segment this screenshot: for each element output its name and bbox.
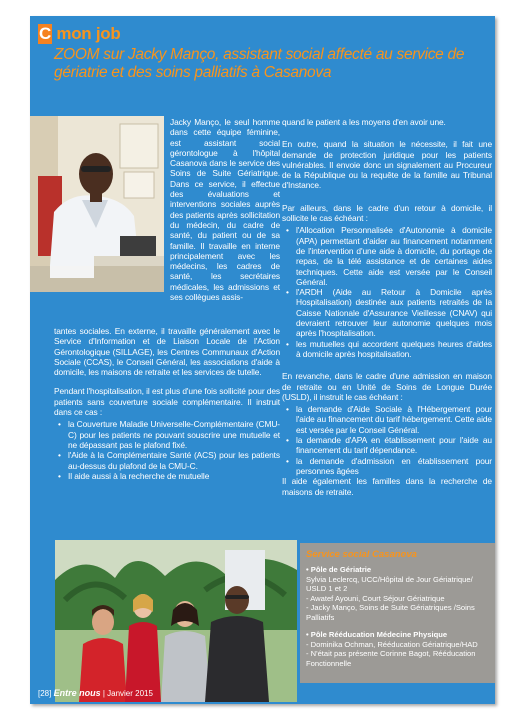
- bullet-mutuelles-aide: • les mutuelles qui accordent quelques heures d'aides à domicile après hospitalisation.: [282, 339, 492, 360]
- column-1-intro: [170, 117, 280, 302]
- pole-geriatrie: [306, 565, 491, 623]
- families-paragraph: Il aide également les familles dans la recherche de maisons de retraite.: [282, 476, 492, 497]
- pole-geriatrie-line: - Awatef Ayouni, Court Séjour Gériatrique: [306, 593, 445, 603]
- home-return-paragraph: Par ailleurs, dans le cadre d'un retour à domicile, il sollicite le cas échéant :: [282, 202, 492, 224]
- column-1-body: [54, 326, 280, 481]
- page-footer: [38, 688, 153, 698]
- column-2-body: [282, 117, 492, 506]
- intro-paragraph-continued: tantes sociales. En externe, il travaille généralement avec le Service d'Information et de Liaison Locale de l'Action Gérontologique (SILLAGE), les Centres Communaux d'Action Sociale (CCAS), le Conseil Général, les associations d'aide à domicile, les maisons de retraite et les services de tutelle.: [54, 326, 280, 378]
- team-photo: [55, 540, 297, 702]
- bullet-admission-etablissement: • la demande d'admission en établissement pour personnes âgées: [282, 456, 492, 477]
- bullet-mutuelle: • Il aide aussi à la recherche de mutuelle: [54, 471, 280, 481]
- bullet-apa-domicile: • l'Allocation Personnalisée d'Autonomie à domicile (APA) permettant d'aider au financement notamment de l'intervention d'une aide à domicile, du portage de repas, de la télé assistance et de certaines aides techniques. Cette aide est versée par le Conseil Général.: [282, 225, 492, 287]
- service-contacts-box: [300, 543, 495, 683]
- portrait-photo: [30, 116, 164, 292]
- page-number: [28]: [38, 689, 52, 698]
- mutuelle-continued: quand le patient a les moyens d'en avoir une.: [282, 117, 446, 127]
- home-support-bullet-list: [282, 225, 492, 359]
- rubric-initial: C: [39, 24, 51, 43]
- intro-paragraph-wrap: Jacky Manço, le seul homme dans cette équipe féminine, est assistant social gérontologue à l'hôpital Casanova dans le service des Soins de Suite Gériatrique. Dans ce service, il effectue des évaluations et interventions sociales auprès des patients après sollicitation du médecin, du cadre de santé, du patient ou de sa famille. Il travaille en interne principalement avec les médecins, les cadres de santé, les secrétaires médicales, les admissions et ses collègues assis-: [170, 117, 280, 303]
- rubric-title: [38, 24, 120, 44]
- pole-geriatrie-line: Sylvia Leclercq, UCC/Hôpital de Jour Gériatrique/ USLD 1 et 2: [306, 574, 473, 594]
- pole-reeducation: [306, 630, 491, 668]
- retirement-bullet-list: [282, 404, 492, 476]
- bullet-ardh: • l'ARDH (Aide au Retour à Domicile après Hospitalisation) destinée aux patients retraités de la Caisse Nationale d'Assurance Vieillesse (CNAV) qui devraient retrouver leur autonomie quelques mois après l'hospitalisation.: [282, 287, 492, 338]
- protection-paragraph: En outre, quand la situation le nécessite, il fait une demande de protection juridique pour les patients vulnérables. Il envoie donc un signalement au Procureur de la République ou la requête de la famille au Tribunal d'Instance.: [282, 139, 492, 191]
- magazine-page: [30, 16, 495, 704]
- coverage-bullet-list: [54, 419, 280, 481]
- bullet-cmu-c: • la Couverture Maladie Universelle-Complémentaire (CMU-C) pour les patients ne pouvant souscrire une mutuelle et ne dépassant pas le plafond fixé.: [54, 419, 280, 450]
- pole-reeducation-title: • Pôle Rééducation Médecine Physique: [306, 630, 448, 639]
- article-headline: ZOOM sur Jacky Manço, assistant social affecté au service de gériatrie et des soins palliatifs à Casanova: [54, 46, 465, 81]
- pole-geriatrie-line: - Jacky Manço, Soins de Suite Gériatriques /Soins Palliatifs: [306, 603, 475, 622]
- bullet-aide-hebergement: • la demande d'Aide Sociale à l'Hébergement pour l'aide au financement du tarif hébergement. Cette aide est versée par le Conseil Général.: [282, 404, 492, 435]
- portrait-illustration: [30, 116, 164, 292]
- pole-geriatrie-title: • Pôle de Gériatrie: [306, 565, 372, 574]
- article-header: [30, 16, 495, 114]
- box-title: Service social Casanova: [306, 549, 417, 560]
- bullet-apa-etablissement: • la demande d'APA en établissement pour l'aide au financement du tarif dépendance.: [282, 435, 492, 456]
- rubric-label: mon job: [51, 24, 121, 43]
- hospitalisation-paragraph: Pendant l'hospitalisation, il est plus d'une fois sollicité pour des patients sans couverture sociale complémentaire. Il instruit dans ce cas :: [54, 386, 280, 418]
- bullet-acs: • l'Aide à la Complémentaire Santé (ACS) pour les patients au-dessus du plafond de la CMU-C.: [54, 450, 280, 471]
- magazine-name: Entre nous: [53, 688, 101, 698]
- retirement-admission-paragraph: En revanche, dans le cadre d'une admission en maison de retraite ou en Unité de Soins de Longue Durée (USLD), il instruit le cas échéant :: [282, 371, 492, 402]
- pole-reeducation-line: - Dominika Ochman, Rééducation Gériatrique/HAD: [306, 639, 478, 649]
- team-illustration: [55, 540, 297, 702]
- issue-date: | Janvier 2015: [102, 689, 153, 698]
- pole-reeducation-line: - N'était pas présente Corinne Bagot, Rééducation Fonctionnelle: [306, 649, 476, 668]
